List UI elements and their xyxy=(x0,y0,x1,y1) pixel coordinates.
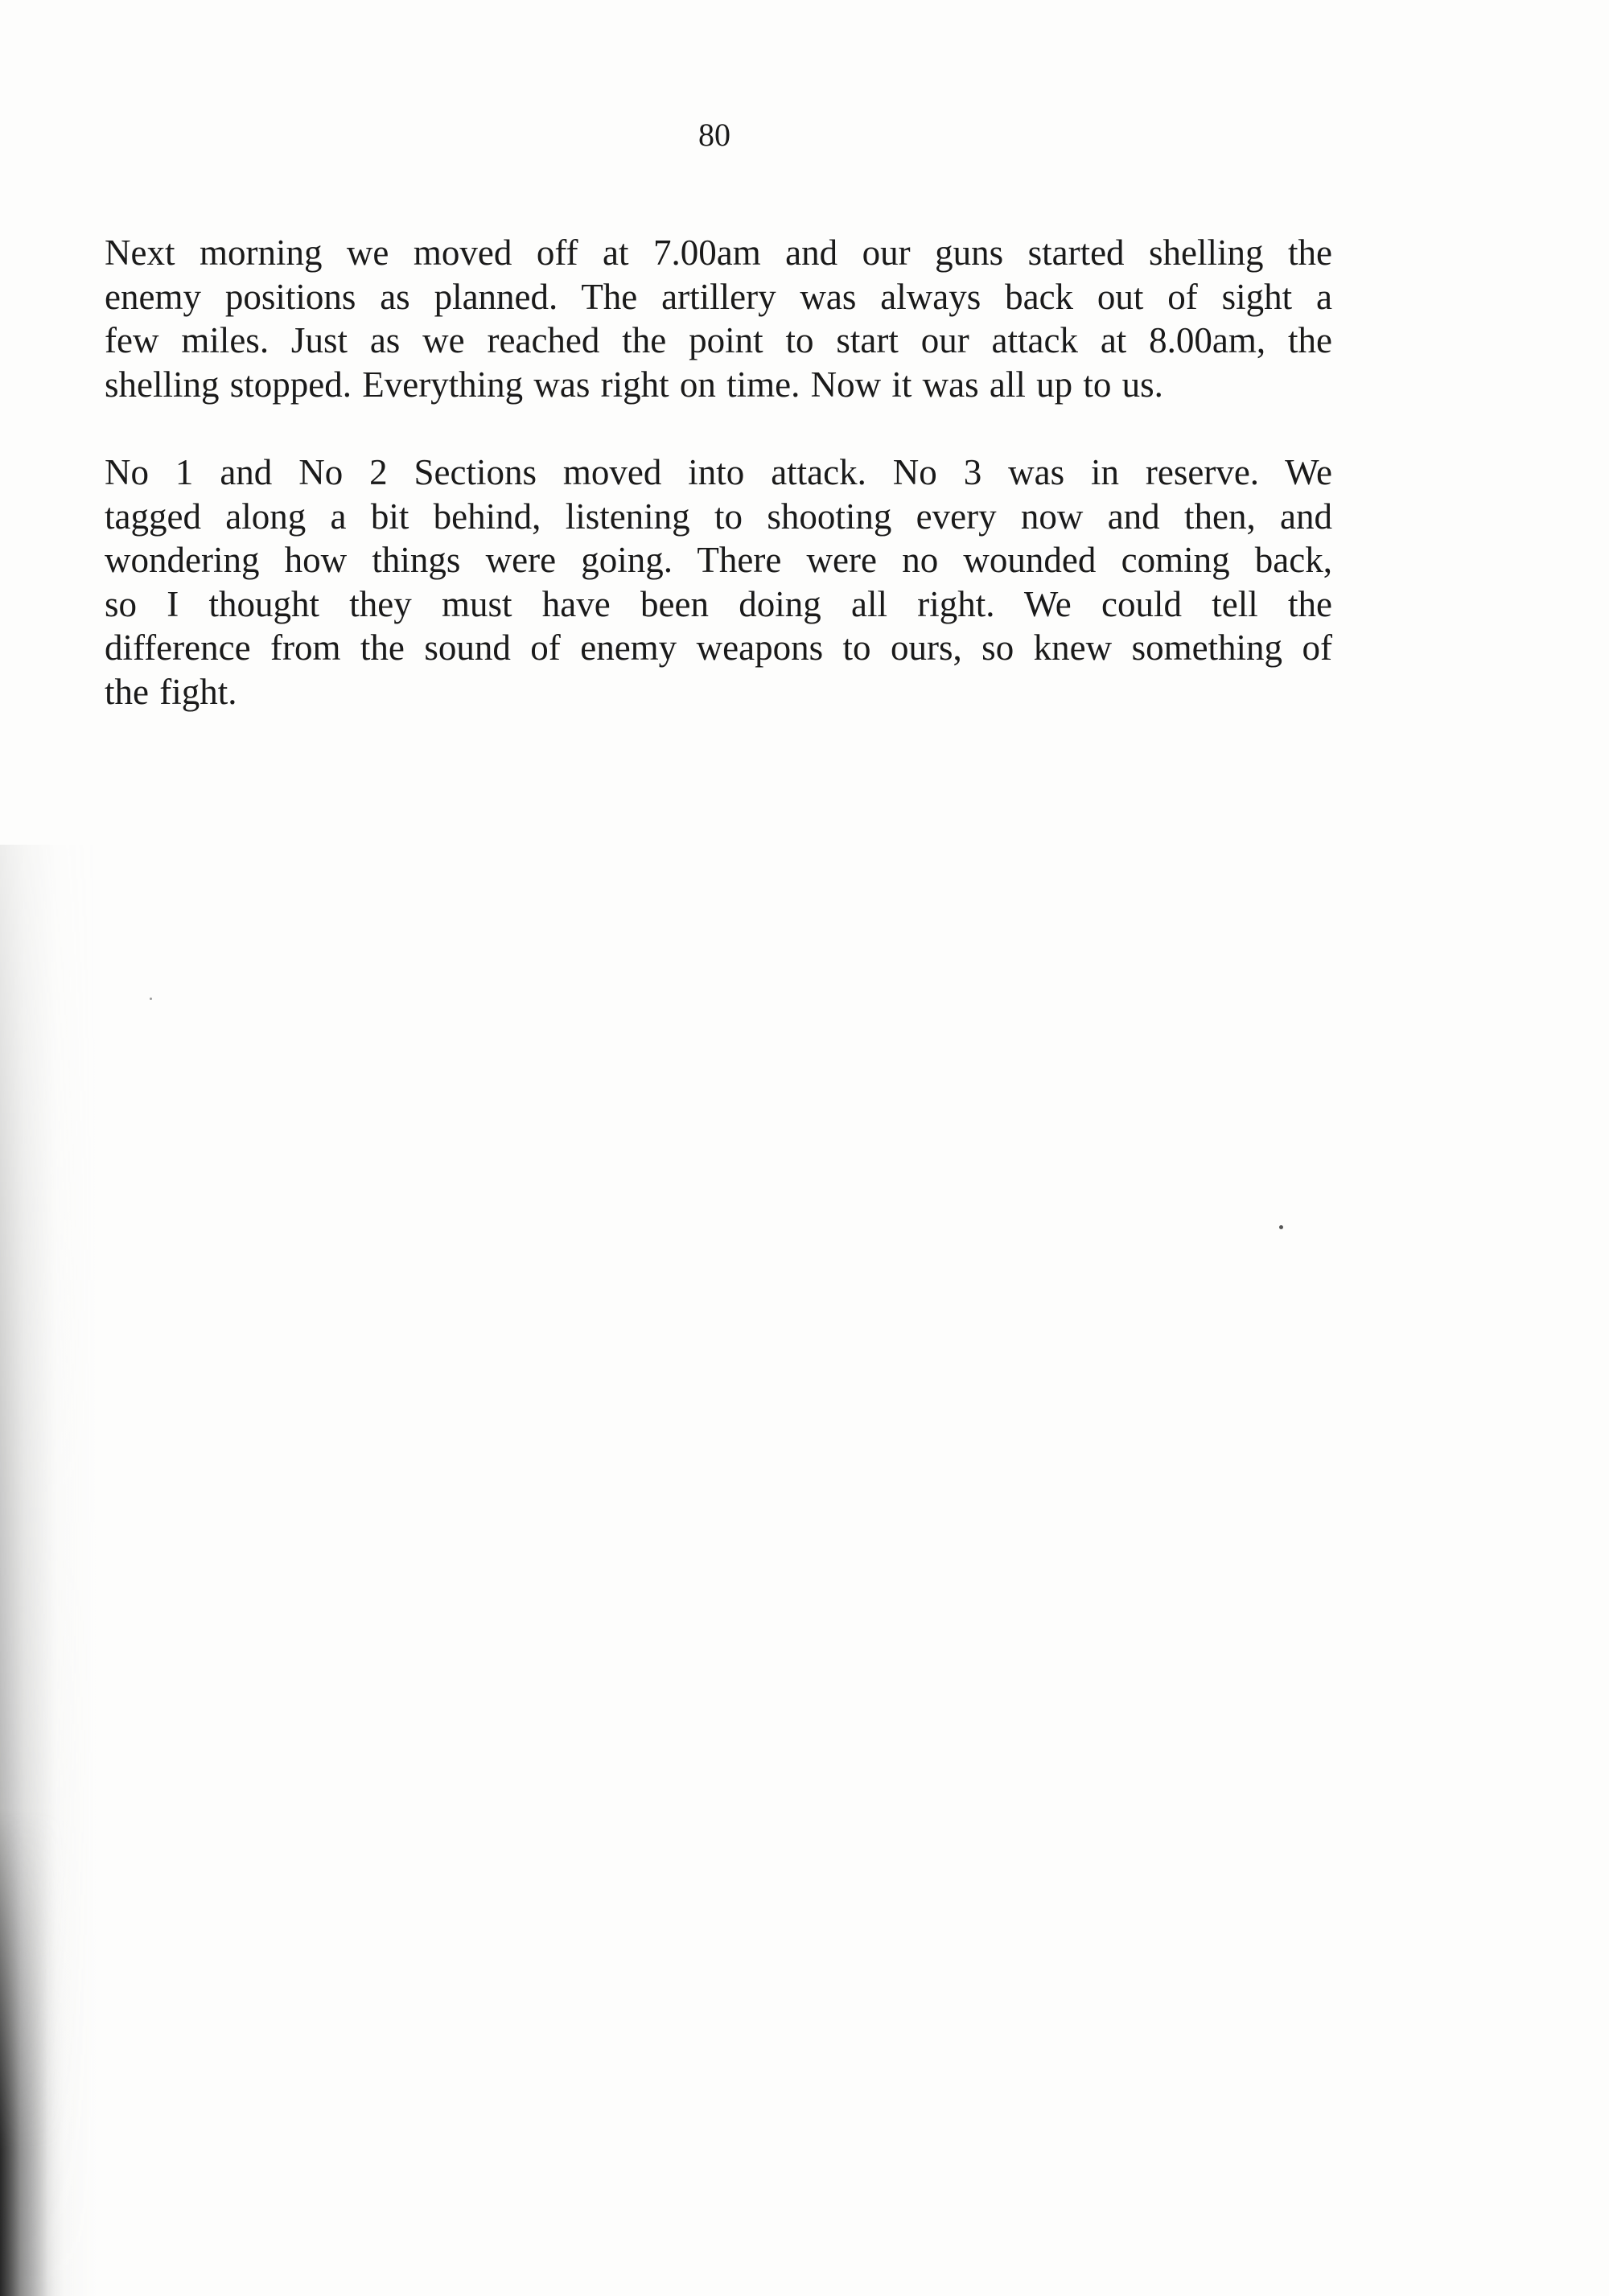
paragraph-line: difference from the sound of enemy weapons to ours, so knew something of xyxy=(105,627,1332,668)
paragraph-2 xyxy=(105,451,1332,714)
paragraph-line: the fight. xyxy=(105,671,237,712)
paragraph-line: No 1 and No 2 Sections moved into attack. No 3 was in reserve. We xyxy=(105,452,1332,492)
paragraph-line: so I thought they must have been doing all right. We could tell the xyxy=(105,583,1332,624)
paragraph-line: enemy positions as planned. The artillery was always back out of sight a xyxy=(105,276,1332,317)
paragraph-line: Next morning we moved off at 7.00am and our guns started shelling the xyxy=(105,232,1332,273)
paragraph-line: few miles. Just as we reached the point to start our attack at 8.00am, the xyxy=(105,320,1332,360)
page-number: 80 xyxy=(698,117,730,153)
paragraph-1 xyxy=(105,231,1332,406)
scan-speck xyxy=(150,998,152,1000)
paragraph-line: wondering how things were going. There were no wounded coming back, xyxy=(105,540,1332,580)
paragraph-line: tagged along a bit behind, listening to shooting every now and then, and xyxy=(105,496,1332,537)
paragraph-line: shelling stopped. Everything was right on time. Now it was all up to us. xyxy=(105,364,1163,405)
scan-speck xyxy=(1279,1225,1283,1229)
scan-edge-shadow-dark xyxy=(0,1810,64,2296)
